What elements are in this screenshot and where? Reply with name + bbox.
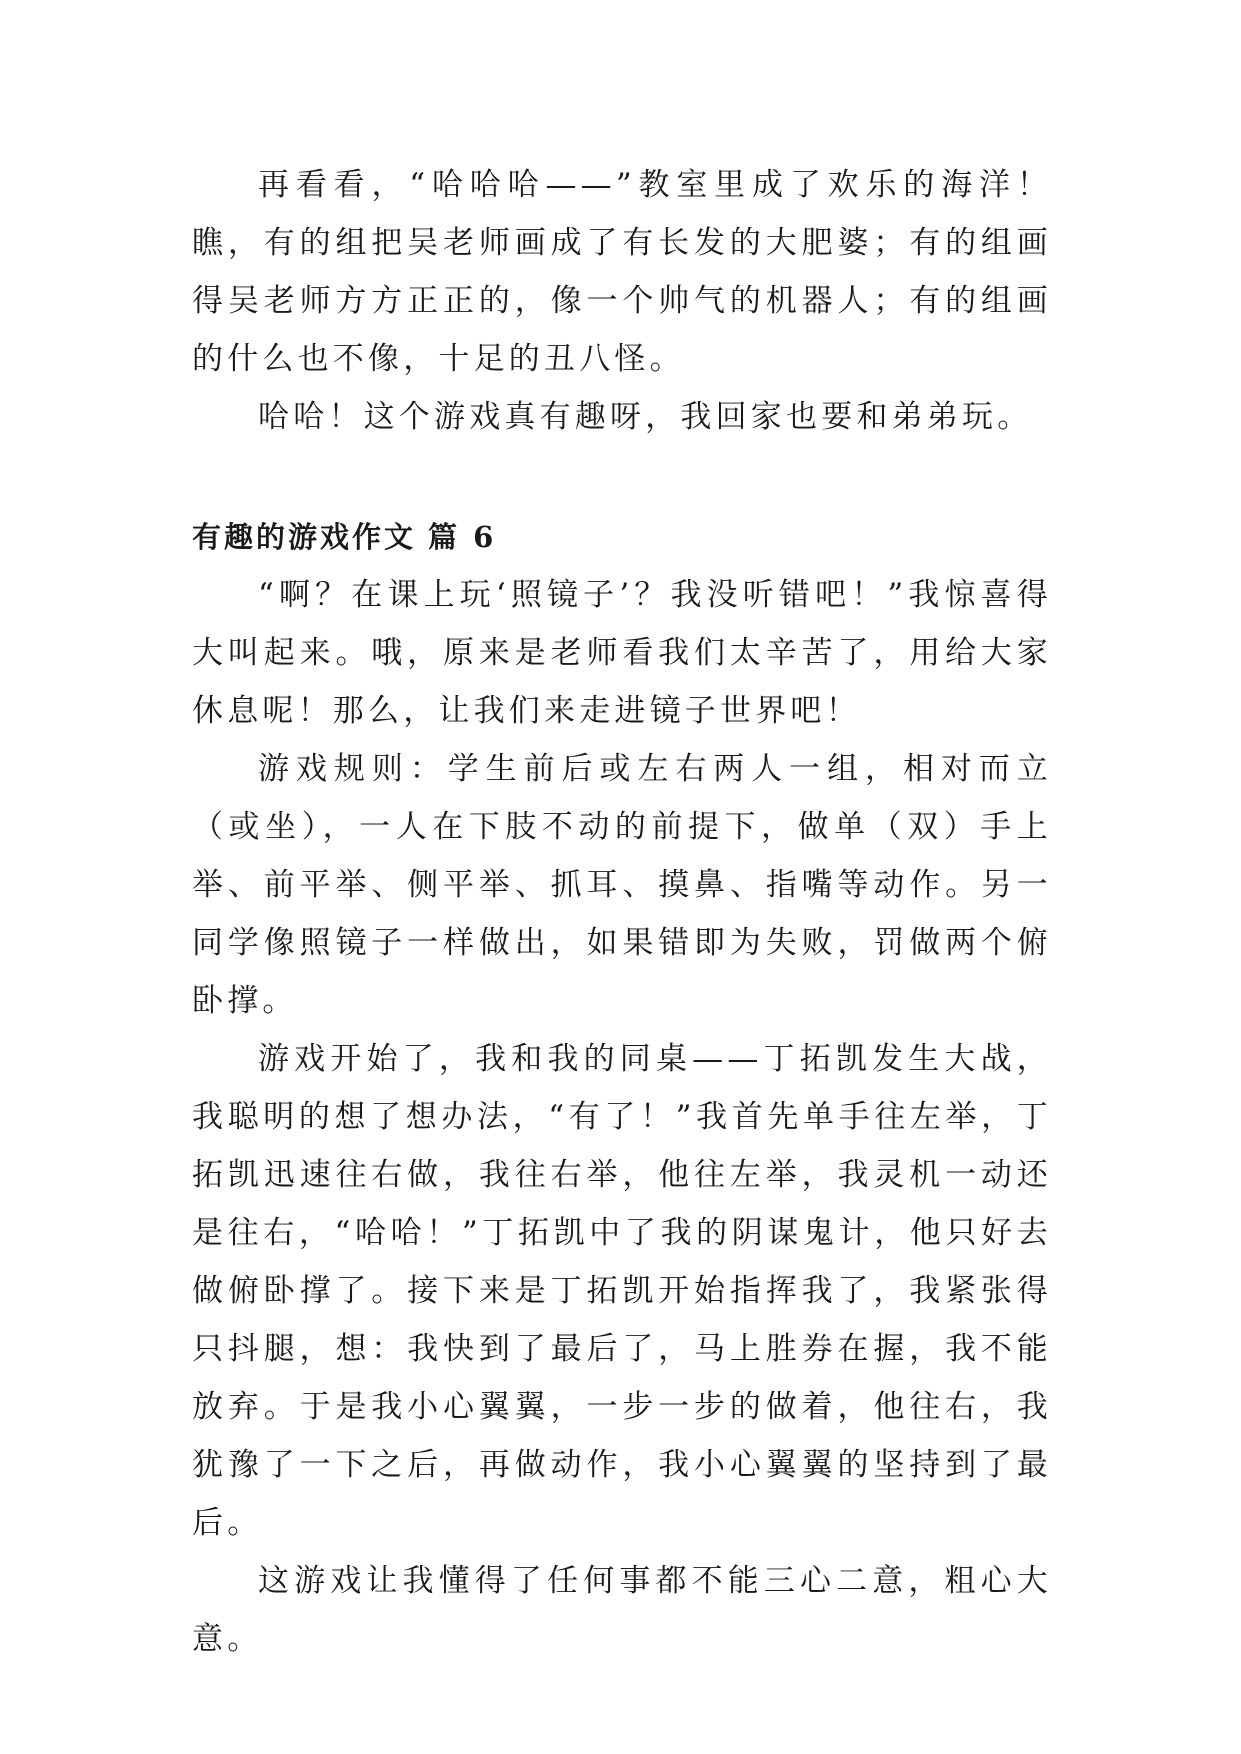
paragraph-mirror-intro: “啊？在课上玩‘照镜子’？我没听错吧！”我惊喜得大叫起来。哦，原来是老师看我们太辛苦了，用给大家休息呢！那么，让我们来走进镜子世界吧！	[192, 577, 1052, 729]
section-heading	[192, 508, 1052, 566]
paragraph-drawing-result: 再看看，“哈哈哈——”教室里成了欢乐的海洋！瞧，有的组把吴老师画成了有长发的大肥婆；有的组画得吴老师方方正正的，像一个帅气的机器人；有的组画的什么也不像，十足的丑八怪。	[192, 167, 1052, 377]
section-number: 篇 6	[428, 520, 497, 554]
section-title: 有趣的游戏作文	[192, 520, 417, 554]
paragraph-game-rules: 游戏规则：学生前后或左右两人一组，相对而立（或坐），一人在下肢不动的前提下，做单（双）手上举、前平举、侧平举、抓耳、摸鼻、指嘴等动作。另一同学像照镜子一样做出，如果错即为失败，罚做两个俯卧撑。	[192, 751, 1052, 1019]
document-page	[192, 156, 1052, 1668]
paragraph-game-battle: 游戏开始了，我和我的同桌——丁拓凯发生大战，我聪明的想了想办法，“有了！”我首先单手往左举，丁拓凯迅速往右做，我往右举，他往左举，我灵机一动还是往右，“哈哈！”丁拓凯中了我的阴谋鬼计，他只好去做俯卧撑了。接下来是丁拓凯开始指挥我了，我紧张得只抖腿，想：我快到了最后了，马上胜券在握，我不能放弃。于是我小心翼翼，一步一步的做着，他往右，我犹豫了一下之后，再做动作，我小心翼翼的坚持到了最后。	[192, 1041, 1052, 1541]
paragraph-lesson: 这游戏让我懂得了任何事都不能三心二意，粗心大意。	[192, 1563, 1052, 1657]
paragraph-game-fun: 哈哈！这个游戏真有趣呀，我回家也要和弟弟玩。	[258, 399, 1033, 435]
